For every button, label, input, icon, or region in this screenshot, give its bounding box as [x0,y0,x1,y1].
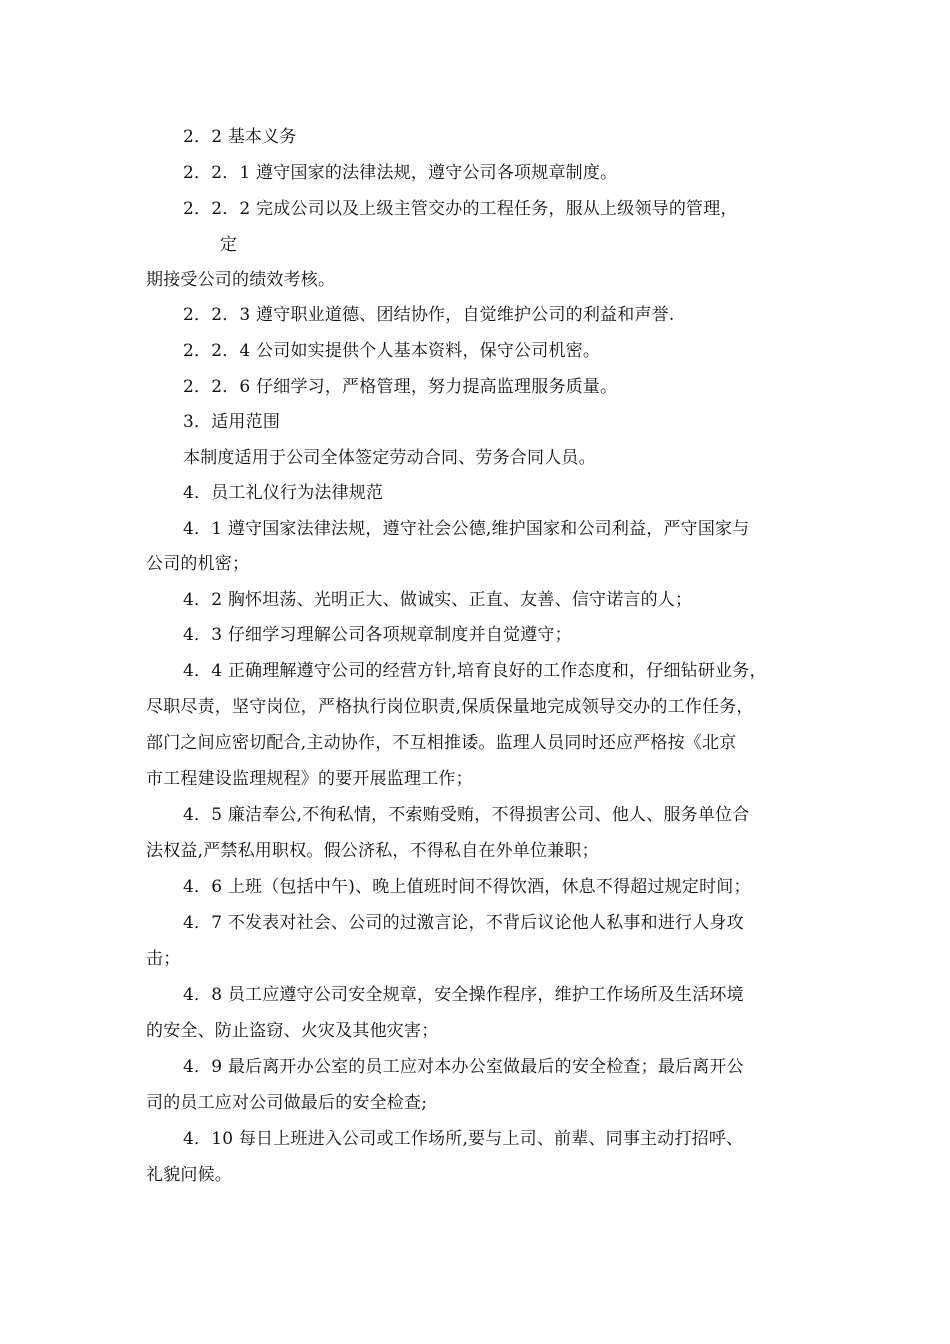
text-line: 4．6 上班（包括中午)、晚上值班时间不得饮酒，休息不得超过规定时间； [183,877,751,897]
text-line: 定 [220,235,238,255]
section-heading: 4．员工礼仪行为法律规范 [183,483,384,503]
text-line: 2．2．4 公司如实提供个人基本资料，保守公司机密。 [183,341,601,361]
text-line: 司的员工应对公司做最后的安全检查; [146,1093,428,1113]
text-line: 2．2．1 遵守国家的法律法规，遵守公司各项规章制度。 [183,163,618,183]
text-line: 4．4 正确理解遵守公司的经营方针,培育良好的工作态度和，仔细钻研业务， [183,661,767,681]
text-line: 4．7 不发表对社会、公司的过激言论，不背后议论他人私事和进行人身攻 [183,913,744,933]
text-line: 的安全、防止盗窃、火灾及其他灾害； [146,1021,439,1041]
text-line: 4．2 胸怀坦荡、光明正大、做诚实、正直、友善、信守诺言的人； [183,590,693,610]
text-line: 4．1 遵守国家法律法规，遵守社会公德,维护国家和公司利益，严守国家与 [183,519,750,539]
text-line: 4．5 廉洁奉公,不徇私情，不索贿受贿，不得损害公司、他人、服务单位合 [183,805,750,825]
text-line: 4．10 每日上班进入公司或工作场所,要与上司、前辈、同事主动打招呼、 [183,1129,744,1149]
text-line: 法权益,严禁私用职权。假公济私，不得私自在外单位兼职； [146,841,599,861]
text-line: 击； [146,949,181,969]
text-line: 2．2．3 遵守职业道德、团结协作，自觉维护公司的利益和声誉. [183,305,675,325]
text-line: 4．3 仔细学习理解公司各项规章制度并自觉遵守； [183,625,572,645]
text-line: 2．2．2 完成公司以及上级主管交办的工程任务，服从上级领导的管理， [183,199,738,219]
text-line: 2．2．6 仔细学习，严格管理，努力提高监理服务质量。 [183,377,618,397]
text-line: 市工程建设监理规程》的要开展监理工作； [146,769,473,789]
text-line: 部门之间应密切配合,主动协作，不互相推诿。监理人员同时还应严格按《北京 [146,733,737,753]
text-line: 2．2 基本义务 [183,127,297,147]
section-heading: 3．适用范围 [183,412,281,432]
text-line: 期接受公司的绩效考核。 [146,270,336,290]
text-line: 4．9 最后离开办公室的员工应对本办公室做最后的安全检查；最后离开公 [183,1057,744,1077]
text-line: 礼貌问候。 [146,1165,232,1185]
text-line: 4．8 员工应遵守公司安全规章，安全操作程序，维护工作场所及生活环境 [183,985,744,1005]
text-line: 尽职尽责，坚守岗位，严格执行岗位职责,保质保量地完成领导交办的工作任务， [146,697,754,717]
text-line: 公司的机密； [146,554,250,574]
text-line: 本制度适用于公司全体签定劳动合同、劳务合同人员。 [183,448,596,468]
